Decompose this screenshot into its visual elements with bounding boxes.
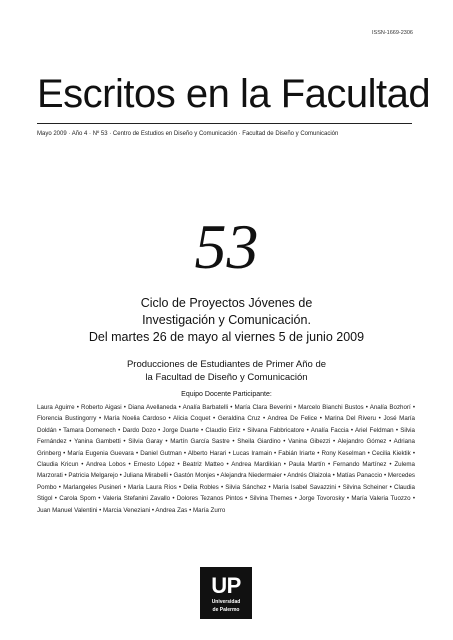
cycle-line-2: Investigación y Comunicación. [142, 313, 311, 327]
cycle-line-1: Ciclo de Proyectos Jóvenes de [140, 296, 313, 310]
productions-heading [0, 358, 453, 384]
title-divider [37, 123, 412, 124]
cycle-line-3: Del martes 26 de mayo al viernes 5 de junio 2009 [88, 330, 365, 344]
issue-number: 53 [194, 211, 259, 282]
cycle-heading [0, 295, 453, 346]
journal-subtitle: Mayo 2009 · Año 4 · Nº 53 · Centro de Estudios en Diseño y Comunicación · Facultad de Diseño y Comunicación [37, 131, 339, 137]
logo-mark: UP [211, 573, 241, 598]
logo-name-line-2: de Palermo [212, 607, 240, 613]
logo-name-line-1: Universidad [211, 599, 241, 605]
team-title: Equipo Docente Participante: [181, 391, 272, 398]
journal-title: Escritos en la Facultad [37, 72, 431, 116]
productions-line-1: Producciones de Estudiantes de Primer Año de [126, 359, 327, 370]
issn-label: ISSN-1669-2306 [372, 30, 413, 36]
team-list: Laura Aguirre • Roberto Aigasi • Diana Avellaneda • Analía Barbatelli • María Clara Beverini • Marcelo Bianchi Bustos • Analía Bozhorí • Florencia Bustingorry • María Noelia Cardoso • Alicia Coquet • Geraldina Cruz • Andrea De Felice • Marina Del Riveru • José María Doldán • Tamara Domenech • Dardo Dozo • Jorge Duarte • Claudio Eiriz • Silvana Fabbricatore • Analía Faccia • Ariel Feldman • Silvia Fernández • Yanina Gambetti • Silvia Garay • Martín García Sastre • Sheila Giardino • Vanina Gibezzi • Alejandro Gómez • Adriana Grinberg • María Eugenia Guevara • Daniel Gutman • Alberto Harari • Lucas Iramain • Fabián Iriarte • Rony Keselman • Cecilia Kiektik • Claudia Kricun • Andrea Lobos • Ernesto López • Beatriz Matteo • Andrea Mardikian • Paula Martín • Fernando Martínez • Zulema Marzorati • Patricia Melgarejo • Juliana Mirabelli • Gastón Monjes • Alejandra Niedermaier • Andrés Olaizola • Matías Panaccio • Mercedes Pombo • Marlangeles Pusineri • María Laura Ríos • Delia Robles • Silvia Sánchez • María Isabel Savazzini • Silvina Scheiner • Claudia Stigol • Carola Spom • Valeria Stefanini Zavallo • Dolores Tezanos Pintos • Silvina Themes • Jorge Tovorosky • María Valeria Tuozzo • Juan Manuel Valentini • Marcia Veneziani • Andrea Zas • María Zurro [37, 404, 415, 514]
productions-line-2: la Facultad de Diseño y Comunicación [145, 372, 308, 383]
university-logo [200, 567, 252, 619]
